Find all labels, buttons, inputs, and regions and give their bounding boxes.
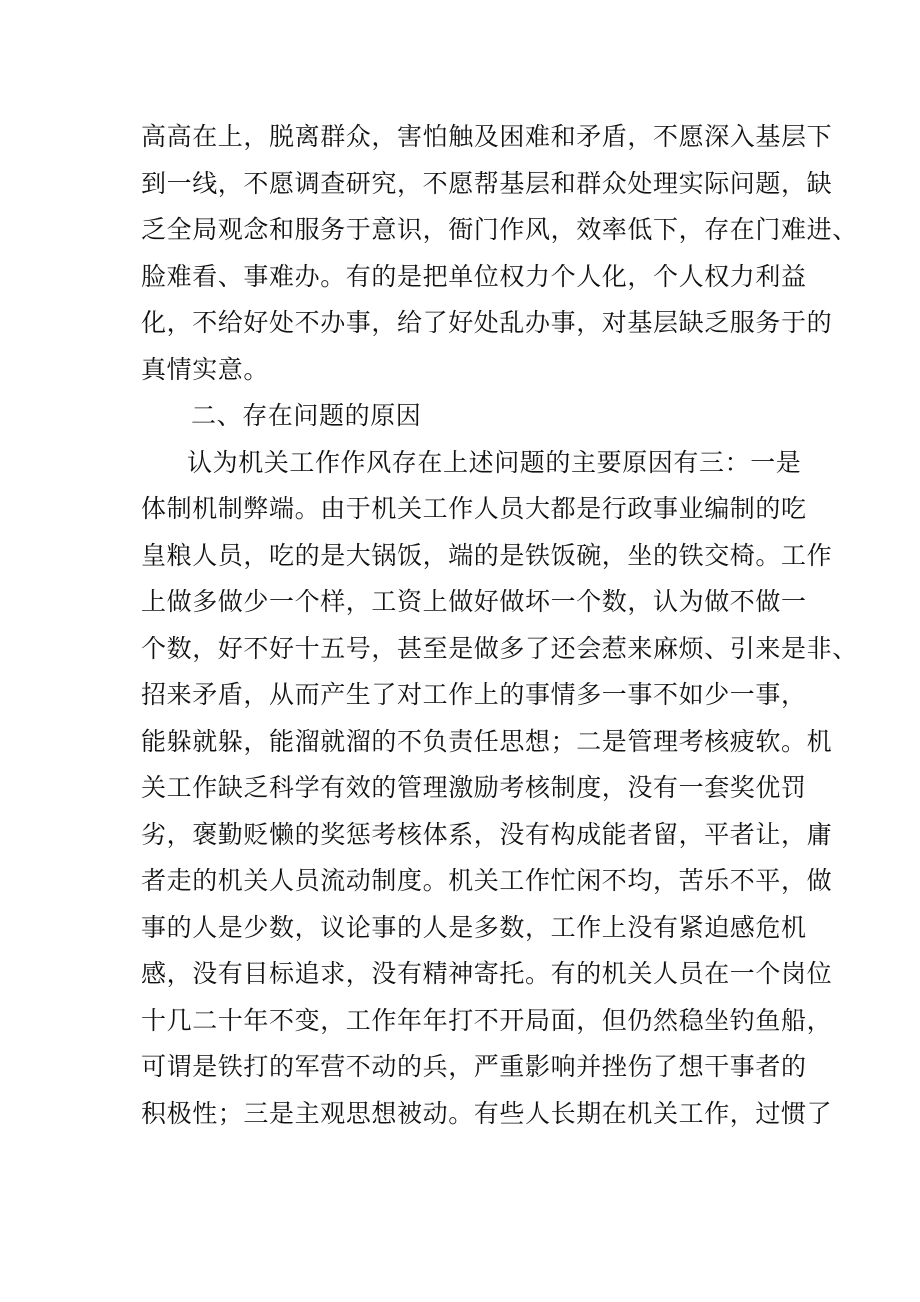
text-line: 脸难看、事难办。有的是把单位权力个人化，个人权力利益 xyxy=(141,261,807,291)
text-line: 关工作缺乏科学有效的管理激励考核制度，没有一套奖优罚 xyxy=(141,773,807,802)
text-line: 到一线，不愿调查研究，不愿帮基层和群众处理实际问题，缺 xyxy=(141,168,833,198)
body-text xyxy=(141,114,858,1137)
text-line: 个数，好不好十五号，甚至是做多了还会惹来麻烦、引来是非、 xyxy=(141,633,858,663)
text-line: 感，没有目标追求，没有精神寄托。有的机关人员在一个岗位 xyxy=(141,959,833,988)
text-line: 体制机制弊端。由于机关工作人员大都是行政事业编制的吃 xyxy=(141,494,807,523)
text-line: 皇粮人员，吃的是大锅饭，端的是铁饭碗，坐的铁交椅。工作 xyxy=(141,540,833,570)
text-line: 可谓是铁打的军营不动的兵，严重影响并挫伤了想干事者的 xyxy=(141,1052,807,1081)
text-line: 招来矛盾，从而产生了对工作上的事情多一事不如少一事， xyxy=(141,680,807,709)
text-line: 十几二十年不变，工作年年打不开局面，但仍然稳坐钓鱼船， xyxy=(141,1005,833,1035)
text-line: 事的人是少数，议论事的人是多数，工作上没有紧迫感危机 xyxy=(141,912,807,942)
text-line: 乏全局观念和服务于意识，衙门作风，效率低下，存在门难进、 xyxy=(141,215,858,244)
text-line: 上做多做少一个样，工资上做好做坏一个数，认为做不做一 xyxy=(141,587,807,616)
text-line: 劣，褒勤贬懒的奖惩考核体系，没有构成能者留，平者让，庸 xyxy=(141,819,833,849)
paragraph-start-line: 认为机关工作作风存在上述问题的主要原因有三：一是 xyxy=(187,447,802,477)
text-line: 者走的机关人员流动制度。机关工作忙闲不均，苦乐不平，做 xyxy=(141,866,833,895)
text-line: 化，不给好处不办事，给了好处乱办事，对基层缺乏服务于的 xyxy=(141,308,833,337)
text-line: 积极性；三是主观思想被动。有些人长期在机关工作，过惯了 xyxy=(141,1098,833,1128)
text-line: 真情实意。 xyxy=(141,354,270,384)
text-line: 高高在上，脱离群众，害怕触及困难和矛盾，不愿深入基层下 xyxy=(141,122,833,151)
section-heading: 二、存在问题的原因 xyxy=(191,401,422,430)
text-line: 能躲就躲，能溜就溜的不负责任思想；二是管理考核疲软。机 xyxy=(141,726,833,756)
